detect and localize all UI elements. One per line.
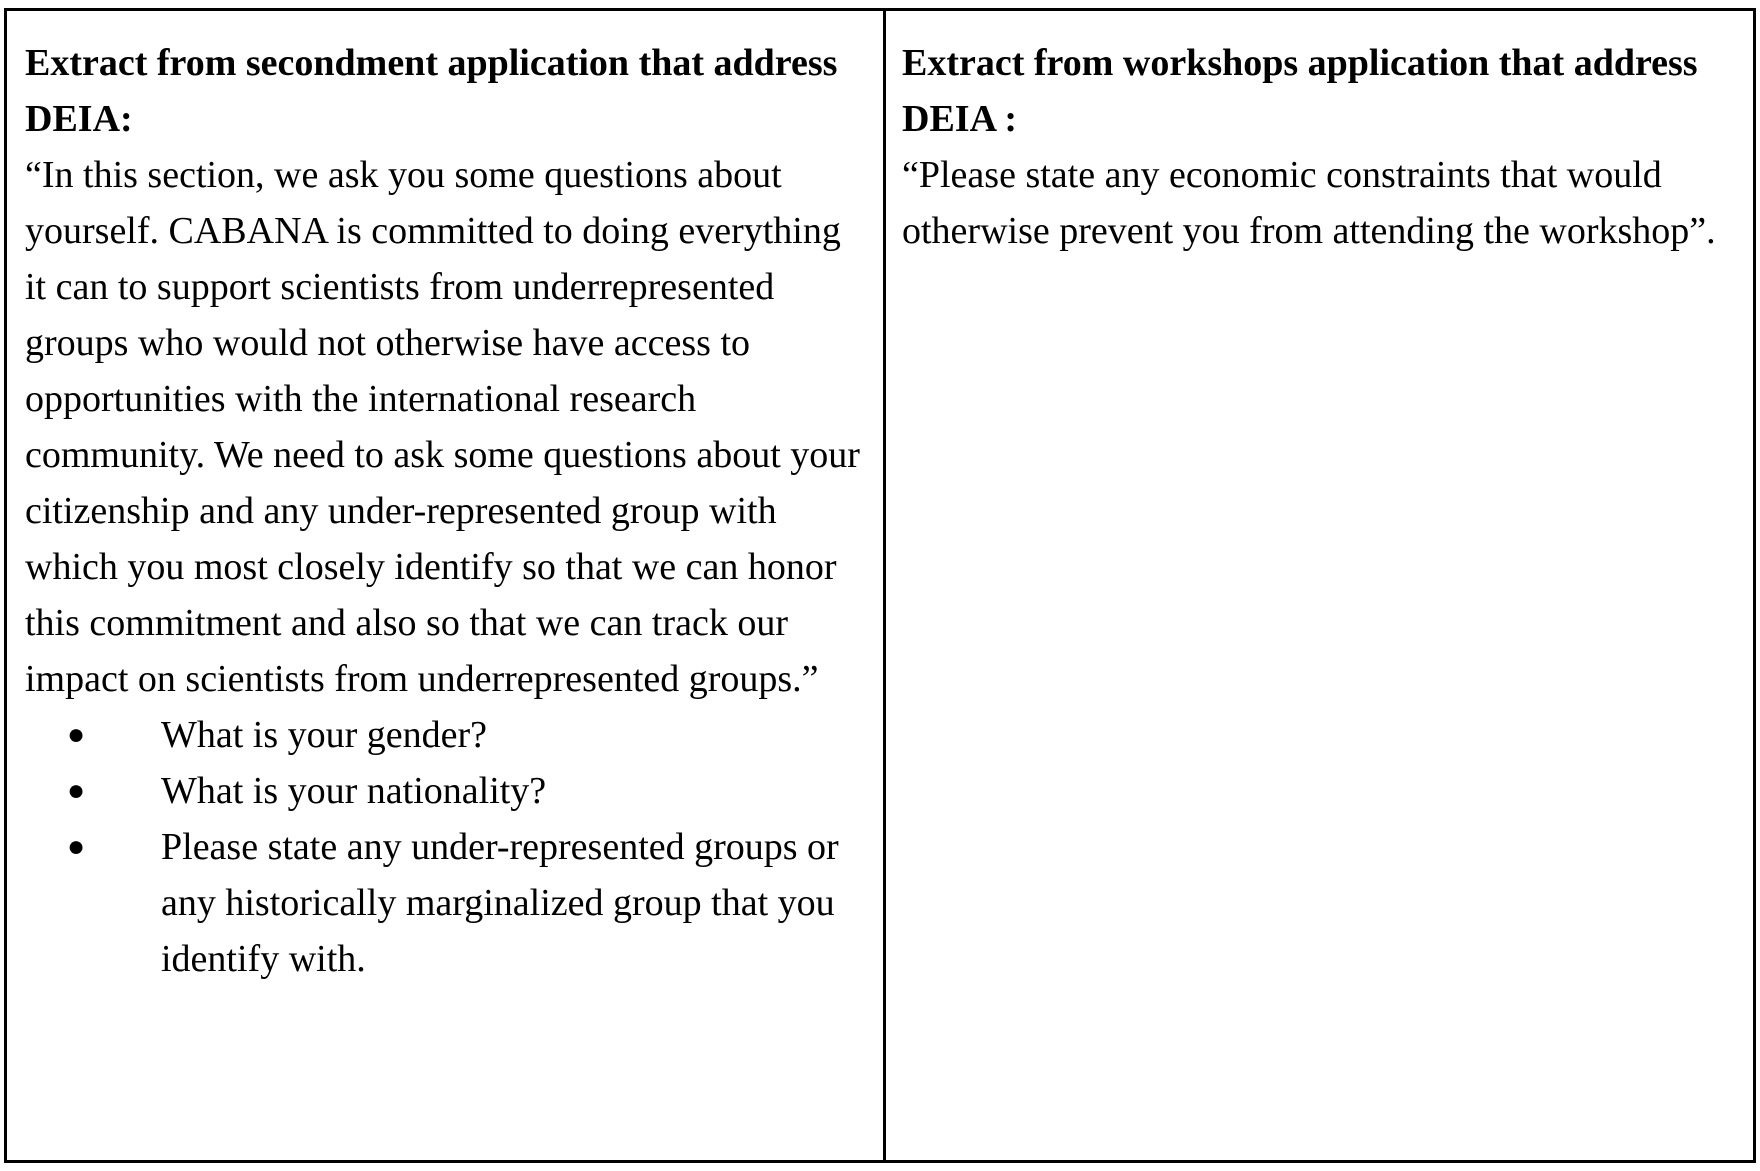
- list-item: [25, 763, 865, 819]
- workshops-extract-cell: [886, 11, 1753, 1160]
- secondment-intro-quote: “In this section, we ask you some questions about yourself. CABANA is committed to doing everything it can to support scientists from underrepresented groups who would not otherwise have access to opportunities with the international research community. We need to ask some questions about your citizenship and any under-represented group with which you most closely identify so that we can honor this commitment and also so that we can track our impact on scientists from underrepresented groups.”: [25, 154, 860, 700]
- bullet-icon: ●: [67, 830, 86, 863]
- bullet-icon: ●: [67, 774, 86, 807]
- secondment-questions-list: [25, 707, 865, 987]
- question-nationality: What is your nationality?: [161, 770, 547, 812]
- secondment-extract-cell: [7, 11, 886, 1160]
- workshops-heading: Extract from workshops application that address DEIA :: [902, 42, 1698, 140]
- question-underrepresented-groups: Please state any under-represented groups or any historically marginalized group that you identify with.: [161, 826, 839, 980]
- secondment-heading: Extract from secondment application that address DEIA:: [25, 42, 838, 140]
- extracts-table: [4, 8, 1756, 1163]
- bullet-icon: ●: [67, 718, 86, 751]
- list-item: [25, 707, 865, 763]
- workshops-quote: “Please state any economic constraints that would otherwise prevent you from attending the workshop”.: [902, 154, 1716, 252]
- question-gender: What is your gender?: [161, 714, 488, 756]
- list-item: [25, 819, 865, 987]
